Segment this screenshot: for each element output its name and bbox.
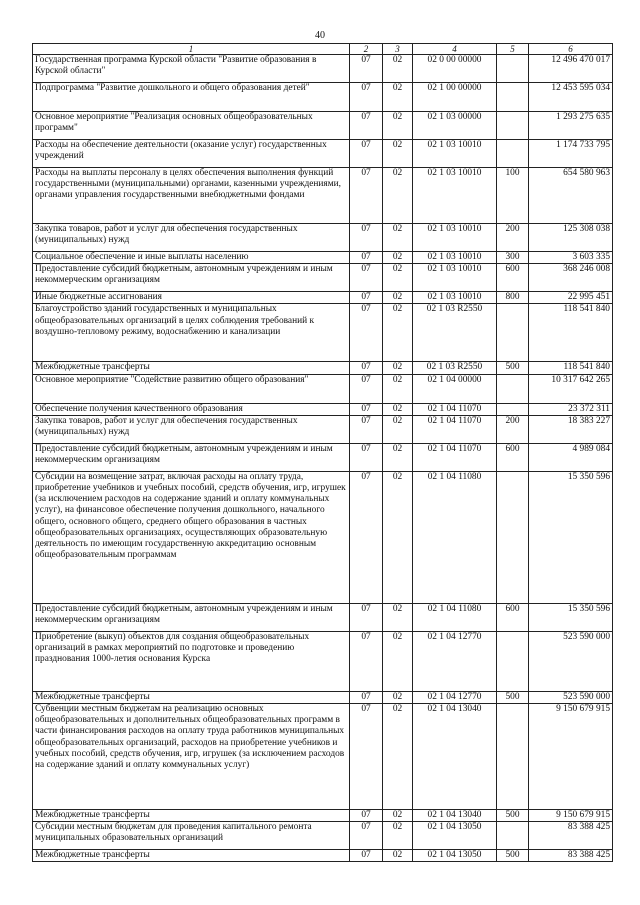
row-name: Предоставление субсидий бюджетным, автономным учреждениям и иным некоммерческим организациям [33,603,350,631]
row-name: Межбюджетные трансферты [33,810,350,822]
table-row [33,140,613,168]
row-subsection: 02 [383,140,413,168]
row-section: 07 [350,112,383,140]
row-subsection: 02 [383,471,413,603]
row-target-item: 02 1 03 10010 [413,140,497,168]
row-amount: 9 150 679 915 [529,704,613,810]
row-name: Иные бюджетные ассигнования [33,292,350,304]
row-section: 07 [350,224,383,252]
row-name: Межбюджетные трансферты [33,362,350,374]
row-amount: 125 308 038 [529,224,613,252]
row-amount: 10 317 642 265 [529,374,613,403]
row-subsection: 02 [383,631,413,691]
row-target-item: 02 1 03 R2550 [413,304,497,362]
row-expense-type: 800 [497,292,529,304]
table-row [33,471,613,603]
row-target-item: 02 1 03 10010 [413,224,497,252]
table-row [33,55,613,83]
row-expense-type [497,822,529,850]
table-row [33,374,613,403]
row-amount: 83 388 425 [529,822,613,850]
row-section: 07 [350,603,383,631]
row-expense-type [497,304,529,362]
table-row [33,403,613,415]
row-expense-type: 600 [497,443,529,471]
row-expense-type [497,140,529,168]
header-col-vr: 5 [497,44,529,55]
row-subsection: 02 [383,252,413,264]
row-subsection: 02 [383,810,413,822]
table-row [33,168,613,224]
row-name: Обеспечение получения качественного образования [33,403,350,415]
table-row [33,603,613,631]
row-amount: 118 541 840 [529,304,613,362]
row-subsection: 02 [383,603,413,631]
row-target-item: 02 1 00 00000 [413,83,497,112]
row-target-item: 02 1 04 11080 [413,471,497,603]
row-amount: 18 383 227 [529,415,613,443]
row-target-item: 02 1 04 12770 [413,691,497,703]
row-expense-type [497,704,529,810]
table-row [33,850,613,862]
row-name: Предоставление субсидий бюджетным, автономным учреждениям и иным некоммерческим организациям [33,264,350,292]
row-subsection: 02 [383,822,413,850]
row-amount: 15 350 596 [529,603,613,631]
table-row [33,443,613,471]
row-section: 07 [350,704,383,810]
row-amount: 15 350 596 [529,471,613,603]
row-target-item: 02 1 03 R2550 [413,362,497,374]
row-expense-type [497,374,529,403]
row-section: 07 [350,822,383,850]
table-row [33,224,613,252]
row-section: 07 [350,55,383,83]
row-amount: 1 293 275 635 [529,112,613,140]
row-name: Закупка товаров, работ и услуг для обеспечения государственных (муниципальных) нужд [33,415,350,443]
row-subsection: 02 [383,224,413,252]
row-expense-type [497,83,529,112]
header-col-prz: 3 [383,44,413,55]
row-subsection: 02 [383,403,413,415]
row-target-item: 02 1 04 00000 [413,374,497,403]
row-name: Межбюджетные трансферты [33,850,350,862]
row-section: 07 [350,415,383,443]
row-expense-type [497,403,529,415]
row-name: Благоустройство зданий государственных и муниципальных общеобразовательных организаций в целях соблюдения требований к воздушно-тепловому режиму, водоснабжению и канализации [33,304,350,362]
row-amount: 368 246 008 [529,264,613,292]
row-subsection: 02 [383,704,413,810]
row-expense-type: 500 [497,362,529,374]
row-target-item: 02 1 04 12770 [413,631,497,691]
row-subsection: 02 [383,374,413,403]
row-target-item: 02 1 03 00000 [413,112,497,140]
row-name: Субсидии местным бюджетам для проведения капитального ремонта муниципальных образовательных организаций [33,822,350,850]
row-expense-type: 200 [497,224,529,252]
row-amount: 83 388 425 [529,850,613,862]
header-col-csr: 4 [413,44,497,55]
row-target-item: 02 0 00 00000 [413,55,497,83]
row-amount: 523 590 000 [529,631,613,691]
row-section: 07 [350,140,383,168]
row-expense-type: 500 [497,850,529,862]
budget-table [32,43,613,862]
row-name: Государственная программа Курской области "Развитие образования в Курской области" [33,55,350,83]
row-target-item: 02 1 04 11070 [413,443,497,471]
table-row [33,822,613,850]
row-subsection: 02 [383,264,413,292]
row-target-item: 02 1 04 13040 [413,704,497,810]
row-name: Социальное обеспечение и иные выплаты населению [33,252,350,264]
table-row [33,362,613,374]
row-section: 07 [350,443,383,471]
row-section: 07 [350,292,383,304]
row-target-item: 02 1 03 10010 [413,292,497,304]
table-row [33,264,613,292]
row-name: Закупка товаров, работ и услуг для обеспечения государственных (муниципальных) нужд [33,224,350,252]
row-name: Предоставление субсидий бюджетным, автономным учреждениям и иным некоммерческим организациям [33,443,350,471]
row-subsection: 02 [383,415,413,443]
row-amount: 22 995 451 [529,292,613,304]
row-expense-type [497,55,529,83]
table-row [33,691,613,703]
row-section: 07 [350,168,383,224]
table-row [33,304,613,362]
page-number: 40 [315,30,325,41]
row-amount: 1 174 733 795 [529,140,613,168]
table-row [33,704,613,810]
row-subsection: 02 [383,55,413,83]
row-name: Основное мероприятие "Содействие развитию общего образования" [33,374,350,403]
row-expense-type: 600 [497,264,529,292]
row-section: 07 [350,264,383,292]
row-section: 07 [350,691,383,703]
row-expense-type: 500 [497,691,529,703]
row-section: 07 [350,362,383,374]
row-target-item: 02 1 04 11070 [413,415,497,443]
row-expense-type [497,471,529,603]
row-subsection: 02 [383,304,413,362]
row-subsection: 02 [383,443,413,471]
row-subsection: 02 [383,292,413,304]
row-section: 07 [350,374,383,403]
row-subsection: 02 [383,83,413,112]
row-target-item: 02 1 04 11080 [413,603,497,631]
row-expense-type [497,631,529,691]
row-section: 07 [350,403,383,415]
row-subsection: 02 [383,168,413,224]
table-row [33,631,613,691]
row-name: Субсидии на возмещение затрат, включая расходы на оплату труда, приобретение учебников и учебных пособий, средств обучения, игр, игрушек (за исключением расходов на содержание зданий и оплату коммунальных услуг), на финансовое обеспечение получения дошкольного, начального общего, основного общего, среднего общего образования в частных общеобразовательных организациях, осуществляющих образовательную деятельность по имеющим государственную аккредитацию основным общеобразовательным программам [33,471,350,603]
row-amount: 23 372 311 [529,403,613,415]
row-expense-type: 100 [497,168,529,224]
row-expense-type: 200 [497,415,529,443]
row-amount: 12 496 470 017 [529,55,613,83]
row-section: 07 [350,252,383,264]
header-col-amount: 6 [529,44,613,55]
row-section: 07 [350,471,383,603]
table-row [33,810,613,822]
row-section: 07 [350,810,383,822]
row-target-item: 02 1 04 13050 [413,822,497,850]
row-name: Основное мероприятие "Реализация основных общеобразовательных программ" [33,112,350,140]
row-target-item: 02 1 03 10010 [413,252,497,264]
row-amount: 9 150 679 915 [529,810,613,822]
row-amount: 12 453 595 034 [529,83,613,112]
row-amount: 654 580 963 [529,168,613,224]
row-amount: 3 603 335 [529,252,613,264]
row-target-item: 02 1 04 13050 [413,850,497,862]
row-name: Субвенции местным бюджетам на реализацию основных общеобразовательных и дополнительных общеобразовательных программ в части финансирования расходов на оплату труда работников муниципальных общеобразовательных организаций, расходов на приобретение учебников и учебных пособий, средств обучения, игр, игрушек (за исключением расходов на содержание зданий и оплату коммунальных услуг) [33,704,350,810]
header-col-name: 1 [33,44,350,55]
row-target-item: 02 1 03 10010 [413,168,497,224]
table-header-row [33,44,613,55]
row-expense-type: 500 [497,810,529,822]
row-target-item: 02 1 03 10010 [413,264,497,292]
table-row [33,83,613,112]
row-section: 07 [350,83,383,112]
table-row [33,112,613,140]
row-subsection: 02 [383,850,413,862]
table-row [33,415,613,443]
row-expense-type [497,112,529,140]
row-amount: 523 590 000 [529,691,613,703]
row-section: 07 [350,304,383,362]
row-name: Подпрограмма "Развитие дошкольного и общего образования детей" [33,83,350,112]
row-subsection: 02 [383,362,413,374]
row-subsection: 02 [383,112,413,140]
row-target-item: 02 1 04 13040 [413,810,497,822]
row-target-item: 02 1 04 11070 [413,403,497,415]
row-section: 07 [350,850,383,862]
row-expense-type: 300 [497,252,529,264]
row-name: Расходы на выплаты персоналу в целях обеспечения выполнения функций государственными (муниципальными) органами, казенными учреждениями, органами управления государственными внебюджетными фондами [33,168,350,224]
row-section: 07 [350,631,383,691]
row-amount: 118 541 840 [529,362,613,374]
row-amount: 4 989 084 [529,443,613,471]
row-name: Расходы на обеспечение деятельности (оказание услуг) государственных учреждений [33,140,350,168]
header-col-rz: 2 [350,44,383,55]
row-expense-type: 600 [497,603,529,631]
row-name: Межбюджетные трансферты [33,691,350,703]
row-name: Приобретение (выкуп) объектов для создания общеобразовательных организаций в рамках мероприятий по подготовке и проведению празднования 1000-летия основания Курска [33,631,350,691]
table-row [33,292,613,304]
table-row [33,252,613,264]
row-subsection: 02 [383,691,413,703]
